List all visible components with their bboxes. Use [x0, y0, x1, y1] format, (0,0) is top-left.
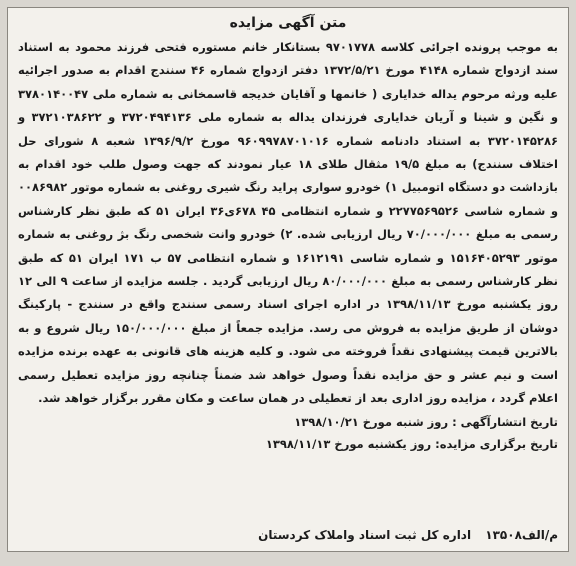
notice-footer: [18, 525, 558, 545]
auction-date: تاریخ برگزاری مزایده: روز یکشنبه مورخ ۱۳۹۸/۱۱/۱۳: [265, 436, 558, 451]
issuing-office: اداره کل ثبت اسناد واملاک کردستان: [258, 528, 472, 542]
notice-title: متن آگهی مزایده: [229, 15, 347, 31]
publish-date: تاریخ انتشارآگهی : روز شنبه مورخ ۱۳۹۸/۱۰/۲۱: [294, 414, 558, 429]
reference-number: م/الف۱۳۵۰۸: [485, 528, 558, 542]
auction-notice: [7, 7, 569, 552]
notice-body: به موجب پرونده اجرائی کلاسه ۹۷۰۱۷۷۸ بستانکار خانم مستوره فتحی فرزند محمود به استناد سند ازدواج شماره ۴۱۴۸ مورخ ۱۳۷۲/۵/۲۱ دفتر ازدواج شماره ۴۶ سنندج اقدام به صدور اجرائیه علیه ورثه مرحوم یداله خدایاری ( خانمها و آقایان خدیجه قاسمخانی به شماره ملی ۳۷۸۰۱۴۰۰۴۷ و نگین و شینا و آریان خدایاری فرزندان یداله به شماره ملی ۳۷۲۰۴۹۴۱۳۶ و ۳۷۲۱۰۳۸۶۲۲ و ۳۷۲۰۱۴۵۲۸۶ به استناد دادنامه شماره ۹۶۰۹۹۷۸۷۰۱۰۱۶ مورخ ۱۳۹۶/۹/۲ شعبه ۸ شورای حل اختلاف سنندج) به مبلغ ۱۹/۵ مثقال طلای ۱۸ عیار نمودند که جهت وصول طلب خود اقدام به بازداشت دو دستگاه اتومبیل ۱) خودرو سواری پراید رنگ شیری روغنی به شماره موتور ۰۰۸۶۹۸۲ و شماره شاسی ۲۲۷۷۵۶۹۵۲۶ و شماره انتظامی ۴۵ ۶۷۸ی۳۶ ایران ۵۱ که طبق نظر کارشناس رسمی به مبلغ ۷۰/۰۰۰/۰۰۰ ریال ارزیابی شده. ۲) خودرو وانت شخصی رنگ بژ روغنی به شماره موتور ۱۵۱۶۴۰۵۲۹۳ و شماره شاسی ۱۶۱۲۱۹۱ و شماره انتظامی ۵۷ ب ۱۷۱ ایران ۵۱ که طبق نظر کارشناس رسمی به مبلغ ۸۰/۰۰۰/۰۰۰ ریال ارزیابی گردید . جلسه مزایده از ساعت ۹ الی ۱۲ روز یکشنبه مورخ ۱۳۹۸/۱۱/۱۳ در اداره اجرای اسناد رسمی سنندج واقع در سنندج - پارکینگ دوشان از طریق مزایده به فروش می رسد. مزایده جمعاً از مبلغ ۱۵۰/۰۰۰/۰۰۰ ریال شروع و به بالاترین قیمت پیشنهادی نقداً فروخته می شود. و کلیه هزینه های قانونی به عهده برنده مزایده است و نیم عشر و حق مزایده نقداً وصول خواهد شد ضمناً چنانچه روز مزایده تعطیل رسمی اعلام گردد ، مزایده روز اداری بعد از تعطیلی در همان ساعت و مکان مقرر برگزار خواهد شد.: [18, 40, 559, 406]
notice-dates: [8, 411, 568, 455]
